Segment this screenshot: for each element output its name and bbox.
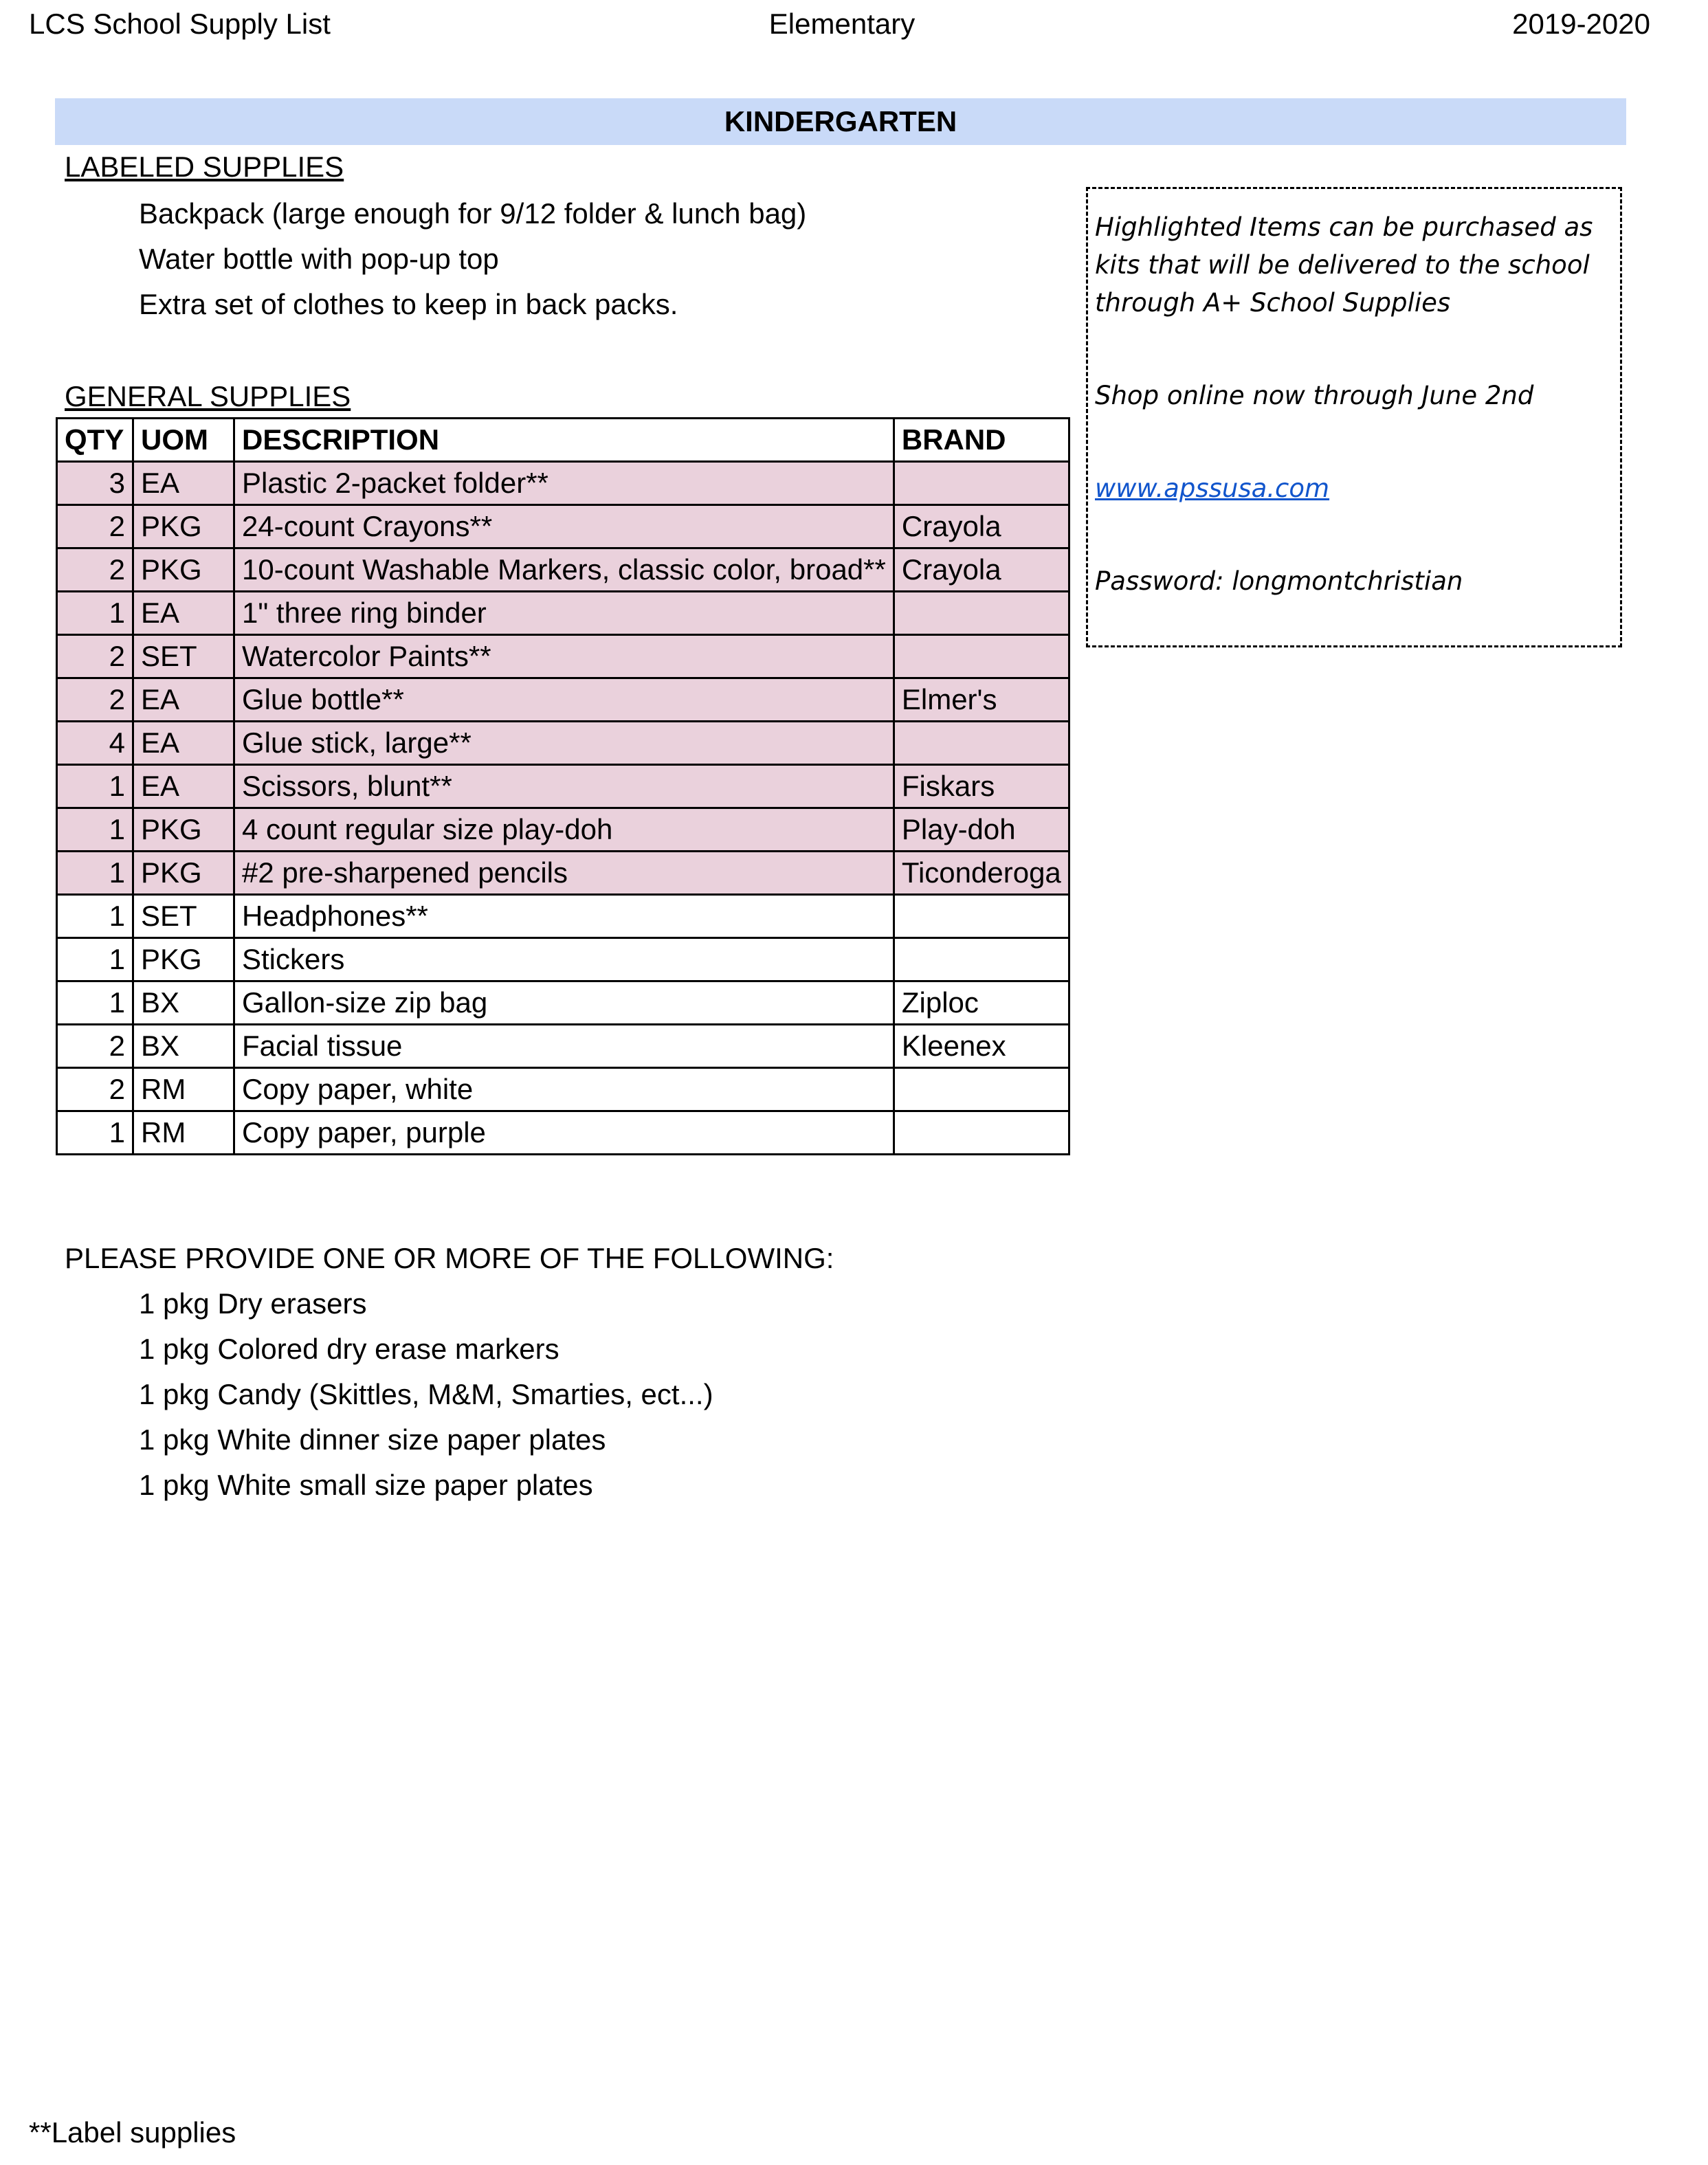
table-row — [57, 981, 1069, 1025]
header-year: 2019-2020 — [1512, 8, 1650, 40]
description-cell: Headphones** — [234, 895, 894, 938]
brand-cell — [894, 1068, 1069, 1111]
description-cell: Copy paper, purple — [234, 1111, 894, 1155]
qty-cell: 1 — [57, 895, 133, 938]
brand-cell: Fiskars — [894, 765, 1069, 808]
uom-cell: EA — [133, 678, 234, 722]
qty-cell: 1 — [57, 938, 133, 981]
table-row — [57, 592, 1069, 635]
qty-cell: 1 — [57, 592, 133, 635]
brand-cell: Play-doh — [894, 808, 1069, 852]
qty-cell: 2 — [57, 1068, 133, 1111]
description-cell: Plastic 2-packet folder** — [234, 462, 894, 505]
password-text: Password: longmontchristian — [1095, 566, 1463, 596]
list-item: 1 pkg Dry erasers — [139, 1287, 367, 1320]
uom-cell: BX — [133, 1025, 234, 1068]
description-cell: 10-count Washable Markers, classic color, broad** — [234, 548, 894, 592]
list-item: Backpack (large enough for 9/12 folder & lunch bag) — [139, 197, 807, 230]
general-supplies-title: GENERAL SUPPLIES — [65, 380, 351, 412]
description-cell: Scissors, blunt** — [234, 765, 894, 808]
brand-cell: Kleenex — [894, 1025, 1069, 1068]
description-cell: Copy paper, white — [234, 1068, 894, 1111]
qty-cell: 2 — [57, 505, 133, 548]
grade-heading: KINDERGARTEN — [55, 98, 1626, 145]
list-item: 1 pkg Colored dry erase markers — [139, 1333, 559, 1365]
table-row — [57, 1111, 1069, 1155]
shop-deadline-text: Shop online now through June 2nd — [1095, 381, 1534, 410]
table-row — [57, 852, 1069, 895]
supplies-table — [56, 417, 1070, 1155]
uom-cell: BX — [133, 981, 234, 1025]
column-header-uom: UOM — [133, 419, 234, 462]
table-row — [57, 505, 1069, 548]
description-cell: Gallon-size zip bag — [234, 981, 894, 1025]
brand-cell — [894, 462, 1069, 505]
table-row — [57, 765, 1069, 808]
qty-cell: 2 — [57, 635, 133, 678]
brand-cell — [894, 635, 1069, 678]
qty-cell: 1 — [57, 1111, 133, 1155]
table-row — [57, 1068, 1069, 1111]
list-item: Extra set of clothes to keep in back packs. — [139, 288, 678, 320]
uom-cell: PKG — [133, 852, 234, 895]
qty-cell: 2 — [57, 678, 133, 722]
list-item: 1 pkg White small size paper plates — [139, 1469, 593, 1501]
brand-cell — [894, 722, 1069, 765]
brand-cell — [894, 1111, 1069, 1155]
qty-cell: 1 — [57, 852, 133, 895]
brand-cell: Crayola — [894, 548, 1069, 592]
qty-cell: 4 — [57, 722, 133, 765]
uom-cell: SET — [133, 895, 234, 938]
table-header-row — [57, 419, 1069, 462]
description-cell: 24-count Crayons** — [234, 505, 894, 548]
table-row — [57, 808, 1069, 852]
qty-cell: 2 — [57, 1025, 133, 1068]
brand-cell — [894, 592, 1069, 635]
table-row — [57, 895, 1069, 938]
provide-list — [139, 1281, 713, 1508]
header-level: Elementary — [768, 8, 916, 40]
header-title: LCS School Supply List — [29, 8, 331, 40]
description-cell: Glue stick, large** — [234, 722, 894, 765]
brand-cell: Crayola — [894, 505, 1069, 548]
uom-cell: EA — [133, 592, 234, 635]
column-header-qty: QTY — [57, 419, 133, 462]
brand-cell: Ticonderoga — [894, 852, 1069, 895]
kit-info-text: Highlighted Items can be purchased as kits that will be delivered to the school through A+ School Supplies — [1095, 212, 1593, 318]
description-cell: 1" three ring binder — [234, 592, 894, 635]
uom-cell: EA — [133, 765, 234, 808]
supplier-link[interactable]: www.apssusa.com — [1095, 474, 1330, 503]
description-cell: Watercolor Paints** — [234, 635, 894, 678]
table-row — [57, 548, 1069, 592]
list-item: Water bottle with pop-up top — [139, 243, 499, 275]
brand-cell — [894, 938, 1069, 981]
table-row — [57, 722, 1069, 765]
uom-cell: RM — [133, 1068, 234, 1111]
uom-cell: PKG — [133, 548, 234, 592]
supplies-table-body — [57, 462, 1069, 1155]
uom-cell: SET — [133, 635, 234, 678]
table-row — [57, 678, 1069, 722]
uom-cell: RM — [133, 1111, 234, 1155]
description-cell: 4 count regular size play-doh — [234, 808, 894, 852]
kit-info-box — [1086, 187, 1622, 647]
qty-cell: 3 — [57, 462, 133, 505]
list-item: 1 pkg White dinner size paper plates — [139, 1423, 606, 1456]
description-cell: #2 pre-sharpened pencils — [234, 852, 894, 895]
list-item: 1 pkg Candy (Skittles, M&M, Smarties, ect...) — [139, 1378, 713, 1410]
labeled-supplies-title: LABELED SUPPLIES — [65, 151, 344, 183]
table-row — [57, 635, 1069, 678]
qty-cell: 1 — [57, 981, 133, 1025]
table-row — [57, 1025, 1069, 1068]
column-header-description: DESCRIPTION — [234, 419, 894, 462]
description-cell: Stickers — [234, 938, 894, 981]
table-row — [57, 462, 1069, 505]
table-row — [57, 938, 1069, 981]
uom-cell: EA — [133, 462, 234, 505]
description-cell: Glue bottle** — [234, 678, 894, 722]
uom-cell: PKG — [133, 808, 234, 852]
provide-title: PLEASE PROVIDE ONE OR MORE OF THE FOLLOWING: — [65, 1242, 834, 1274]
uom-cell: PKG — [133, 938, 234, 981]
brand-cell: Elmer's — [894, 678, 1069, 722]
brand-cell — [894, 895, 1069, 938]
uom-cell: EA — [133, 722, 234, 765]
qty-cell: 2 — [57, 548, 133, 592]
column-header-brand: BRAND — [894, 419, 1069, 462]
footnote: **Label supplies — [29, 2116, 236, 2149]
description-cell: Facial tissue — [234, 1025, 894, 1068]
brand-cell: Ziploc — [894, 981, 1069, 1025]
labeled-supplies-list — [139, 191, 806, 327]
qty-cell: 1 — [57, 765, 133, 808]
qty-cell: 1 — [57, 808, 133, 852]
uom-cell: PKG — [133, 505, 234, 548]
